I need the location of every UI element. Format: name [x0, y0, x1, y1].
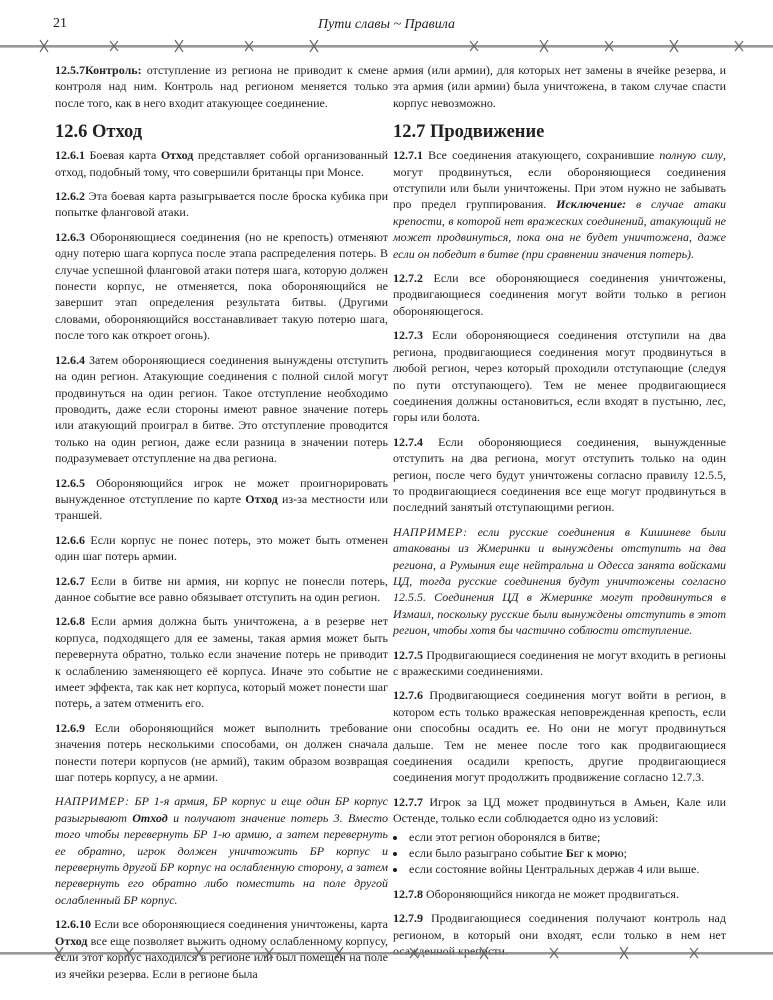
- condition-item: • если было разыграно событие Бег к морю;: [407, 845, 726, 861]
- running-title: Пути славы ~ Правила: [317, 17, 456, 32]
- rule-12-6-9: 12.6.9 Если обороняющийся может выполнить требование значения потерь несколькими способами, он должен сначала понести потери корпусов (не армий), таким образом возвращая шаг потерь корпусу, а не армии.: [55, 720, 388, 785]
- rule-12-7-3: 12.7.3 Если обороняющиеся соединения отступили на два региона, продвигающиеся соединения могут продвинуться в любой регион, через который проходили отступающие (следуя по пути отступающего). Тем не менее продвигающиеся соединения должны остановиться, если входят в пустыню, лес, горы или болота.: [393, 328, 726, 425]
- barbed-wire-bottom-divider: [0, 943, 773, 963]
- rule-12-6-5: 12.6.5 Обороняющийся игрок не может проигнорировать вынужденное отступление по карте Отход из-за местности или траншей.: [55, 475, 389, 523]
- rule-12-6-1: 12.6.1 Боевая карта Отход представляет собой организованный отход, подобный тому, что совершили британцы при Монсе.: [55, 148, 388, 179]
- page-number: 21: [53, 16, 67, 31]
- barbed-wire-top-divider: [0, 36, 773, 56]
- rule-12-6-4: 12.6.4 Затем обороняющиеся соединения вынуждены отступить на один регион. Атакующие соединения с полной силой могут продвинуться на один регион. Такое отступление необходимо проводить, даже если стороны имеют равное значение потерь или атакующий проиграл в битве. Это отступление проводится только на один регион, даже если разница в значении потерь подразумевает отступление на два региона.: [55, 352, 388, 466]
- rule-12-5-7: 12.5.7Контроль: отступление из региона не приводит к смене контроля над ним. Контроль над регионом меняется только после того, как в него входит атакующее соединение.: [55, 63, 388, 110]
- rule-12-6-2: 12.6.2 Эта боевая карта разыгрывается после броска кубика при попытке фланговой атаки.: [55, 189, 388, 220]
- rule-12-7-7: 12.7.7 Игрок за ЦД может продвинуться в Амьен, Кале или Остенде, только если соблюдается одно из условий:: [393, 794, 726, 826]
- rule-12-6-3: 12.6.3 Обороняющиеся соединения (но не крепость) отменяют одну потерю шага корпуса после этапа распределения потерь. В случае успешной фланговой атаки потеря шага, которую должен понести корпус, не отменяется, пока обороняющийся не завершит этап определения результата битвы. (Другими словами, обороняющийся восстанавливает такую потерю шага, после того как откроет огонь).: [55, 229, 388, 343]
- rule-12-7-1: 12.7.1 Все соединения атакующего, сохранившие полную силу, могут продвинуться, если обороняющиеся соединения отступили или были уничтожены. При этом нужно не забывать про предел группирования. Исключение: в случае атаки крепости, в которой нет вражеских соединений, атакующий не может продвинуться, пока она не будет уничтожена, даже если он победит в битве (при сравнении значения потерь).: [393, 148, 726, 261]
- condition-item: • если этот регион оборонялся в битве;: [407, 829, 726, 845]
- right-column: [393, 62, 726, 968]
- rule-12-6-6: 12.6.6 Если корпус не понес потерь, это может быть отменен один шаг потерь армии.: [55, 532, 388, 564]
- rule-12-6-7: 12.6.7 Если в битве ни армия, ни корпус не понесли потерь, данное событие все равно обязывает отступить на один регион.: [55, 573, 388, 604]
- rule-12-7-5: 12.7.5 Продвигающиеся соединения не могут входить в регионы с вражескими соединениями.: [393, 647, 726, 678]
- rule-12-7-9: 12.7.9 Продвигающиеся соединения получают контроль над регионом, в который они входят, если только в нем нет осажденной крепости.: [393, 911, 726, 959]
- rule-12-7-8: 12.7.8 Обороняющийся никогда не может продвигаться.: [393, 886, 679, 901]
- section-heading-advance: 12.7 Продвижение: [393, 122, 545, 143]
- conditions-list: [393, 829, 726, 878]
- condition-item: • если состояние войны Центральных держав 4 или выше.: [407, 861, 726, 877]
- rule-12-6-8: 12.6.8 Если армия должна быть уничтожена, а в резерве нет корпуса, подходящего для ее замены, такая армия может быть перевернута обратно, только если значение потерь не приводит к ослаблению заменяющего её корпуса. Иначе это событие не имеет эффекта, так как нет корпуса, который может понести шаг потерь, а затем отменить его.: [55, 614, 388, 711]
- rule-12-6-10: 12.6.10 Если все обороняющиеся соединения уничтожены, карта Отход все еще позволяет выжить одному ослабленному корпусу, если этот корпус находился в регионе или был помещен на поле из ячейки резерва. Если в регионе была: [55, 917, 388, 981]
- left-column: [55, 62, 388, 990]
- rule-12-7-2: 12.7.2 Если все обороняющиеся соединения уничтожены, продвигающиеся соединения могут войти только в регион обороняющегося.: [393, 271, 726, 318]
- section-heading-retreat: 12.6 Отход: [55, 122, 143, 143]
- rule-12-7-6: 12.7.6 Продвигающиеся соединения могут войти в регион, в котором есть только вражеская неповрежденная крепость, если они способны осадить ее. Но они не могут продвинуться дальше. Тем не менее после того как продвигающиеся соединения осадили крепость, другие продвигающиеся соединения могут продолжить продвижение согласно 12.7.3.: [393, 688, 726, 785]
- example-advance: НАПРИМЕР: если русские соединения в Кишиневе были атакованы из Жмеринки и вынуждены отступить на два региона, а Румыния еще нейтральна и Одесса занята войсками ЦД, тогда русские соединения будут уничтожены согласно 12.5.5. Соединения ЦД в Жмеринке могут продвинуться в Измаил, поскольку русские были вынуждены отступить в этот регион, чтобы хотя бы частично соблюсти отступление.: [393, 524, 726, 638]
- example-retreat: НАПРИМЕР: БР 1-я армия, БР корпус и еще один БР корпус разыгрывают Отход и получают значение потерь 3. Вместо того чтобы перевернуть БР 1-ю армию, а затем перевернуть ее обратно, игрок должен уничтожить БР корпус и перевернуть другой БР корпус на ослабленную сторону, а затем перевернуть его обратно либо поместить на поле другой ослабленный БР корпус.: [55, 794, 388, 907]
- rule-12-6-10-continued: армия (или армии), для которых нет замены в ячейке резерва, и эта армия (или армии) была уничтожена, в таком случае спасти корпус невозможно.: [393, 63, 726, 110]
- rule-12-7-4: 12.7.4 Если обороняющиеся соединения, вынужденные отступить на два региона, могут отступить только на один регион, после чего будут уничтожены согласно правилу 12.5.5, то продвигающиеся соединения все еще могут продвинуться в последний занятый отступающими регион.: [393, 434, 726, 515]
